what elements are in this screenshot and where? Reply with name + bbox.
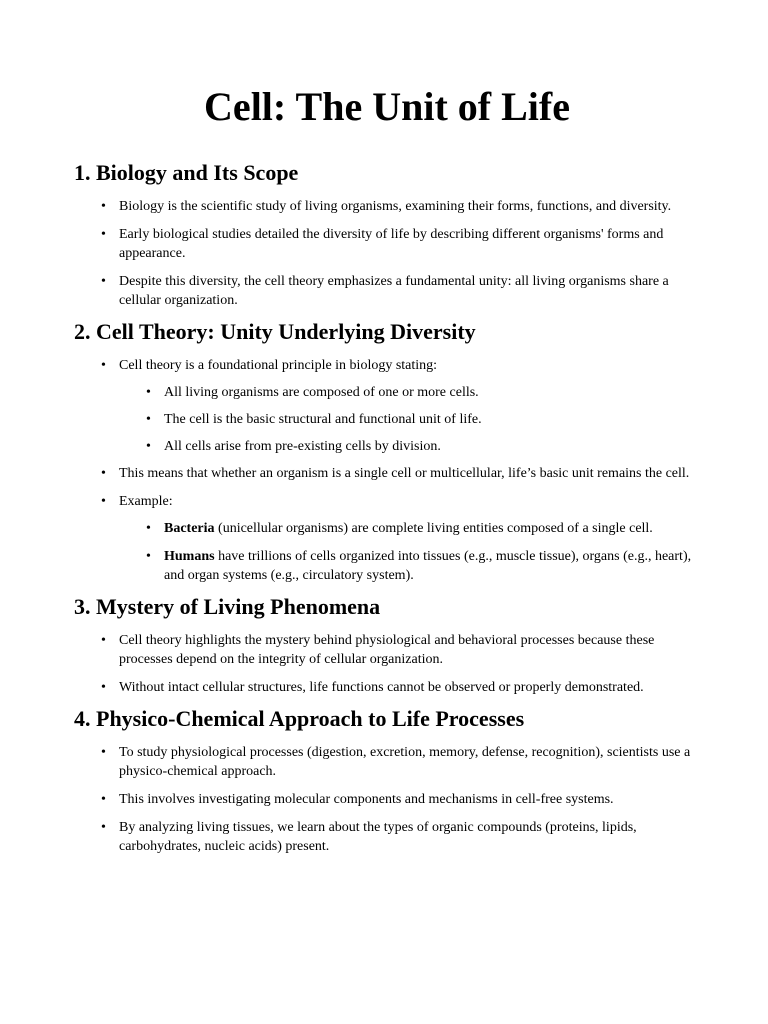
list-item — [119, 519, 700, 538]
list-item-text: Example: — [119, 494, 173, 509]
bullet-list-physico-chemical — [74, 743, 700, 856]
list-item: • The cell is the basic structural and functional unit of life. — [119, 410, 700, 429]
page-title: Cell: The Unit of Life — [204, 84, 570, 129]
example-text-bacteria: (unicellular organisms) are complete living entities composed of a single cell. — [214, 521, 653, 536]
sub-list-examples — [119, 519, 700, 585]
list-item: • All cells arise from pre-existing cells by division. — [119, 437, 700, 456]
list-item: • Cell theory highlights the mystery behind physiological and behavioral processes because these processes depend on the integrity of cellular organization. — [74, 631, 700, 669]
list-item — [74, 492, 700, 585]
sub-list-cell-theory-principles — [119, 383, 700, 456]
list-item: • By analyzing living tissues, we learn about the types of organic compounds (proteins, lipids, carbohydrates, nucleic acids) present. — [74, 818, 700, 856]
list-item: • Despite this diversity, the cell theory emphasizes a fundamental unity: all living organisms share a cellular organization. — [74, 272, 700, 310]
bullet-list-biology-scope — [74, 197, 700, 310]
list-item — [74, 356, 700, 456]
list-item: • This means that whether an organism is a single cell or multicellular, life’s basic unit remains the cell. — [74, 464, 700, 483]
list-item: • Biology is the scientific study of living organisms, examining their forms, functions, and diversity. — [74, 197, 700, 216]
list-item: • This involves investigating molecular components and mechanisms in cell-free systems. — [74, 790, 700, 809]
section-heading-physico-chemical: 4. Physico-Chemical Approach to Life Processes — [74, 706, 525, 731]
example-text-humans: have trillions of cells organized into tissues (e.g., muscle tissue), organs (e.g., heart), and organ systems (e.g., circulatory system). — [164, 549, 692, 583]
list-item: • All living organisms are composed of one or more cells. — [119, 383, 700, 402]
list-item: • Without intact cellular structures, life functions cannot be observed or properly demonstrated. — [74, 678, 700, 697]
section-heading-biology-scope: 1. Biology and Its Scope — [74, 160, 299, 185]
bullet-list-cell-theory — [74, 356, 700, 585]
example-label-humans: Humans — [164, 549, 215, 564]
section-heading-cell-theory: 2. Cell Theory: Unity Underlying Diversity — [74, 319, 476, 344]
list-item-text: Cell theory is a foundational principle in biology stating: — [119, 358, 438, 373]
list-item — [119, 547, 700, 585]
example-label-bacteria: Bacteria — [164, 521, 215, 536]
list-item: • To study physiological processes (digestion, excretion, memory, defense, recognition), scientists use a physico-chemical approach. — [74, 743, 700, 781]
bullet-list-mystery — [74, 631, 700, 697]
list-item: • Early biological studies detailed the diversity of life by describing different organisms' forms and appearance. — [74, 225, 700, 263]
section-heading-mystery: 3. Mystery of Living Phenomena — [74, 594, 381, 619]
